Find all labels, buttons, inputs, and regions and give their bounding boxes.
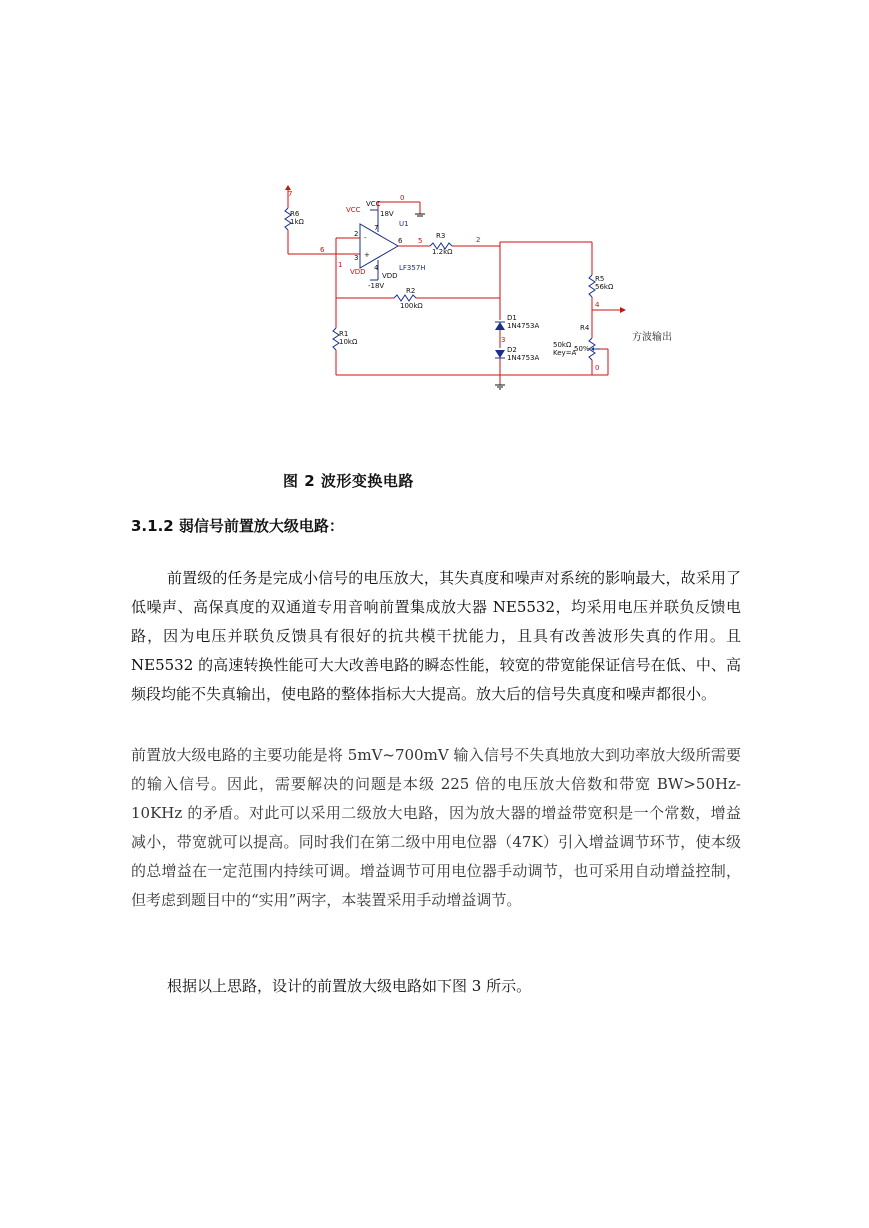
vdd-voltage: -18V: [368, 282, 385, 290]
r5-name: R5: [595, 275, 605, 283]
r2-name: R2: [406, 287, 416, 295]
node-5-label: 5: [418, 237, 423, 245]
resistor-r2: [394, 295, 416, 301]
d2-value: 1N4753A: [507, 354, 540, 362]
pin-minus: -: [364, 234, 367, 242]
node-1-label: 1: [338, 261, 343, 269]
r4-value: 50kΩ: [553, 341, 572, 349]
node-7-label: 7: [288, 190, 293, 198]
vdd-pin-label: VDD: [382, 272, 398, 280]
node-6-label: 6: [320, 246, 325, 254]
pin-plus: +: [364, 251, 370, 259]
section-title: 3.1.2 弱信号前置放大级电路：: [131, 517, 344, 535]
r4-key: Key=A: [553, 349, 577, 357]
opamp-u1: [360, 224, 398, 268]
r6-value: 1kΩ: [290, 218, 304, 226]
node-3-label: 3: [501, 336, 506, 344]
pin6-label: 6: [398, 237, 403, 245]
d1-value: 1N4753A: [507, 322, 540, 330]
zener-d2: [495, 350, 505, 358]
r6-name: R6: [290, 210, 300, 218]
potentiometer-r4: [589, 338, 600, 360]
paragraph-3: 根据以上思路，设计的前置放大级电路如下图 3 所示。: [167, 977, 532, 995]
waveform-conversion-circuit: [270, 180, 710, 400]
paragraph-2: 前置放大级电路的主要功能是将 5mV~700mV 输入信号不失真地放大到功率放大级所需要的输入信号。因此，需要解决的问题是本级 225 倍的电压放大倍数和带宽 BW>50Hz-10KHz 的矛盾。对此可以采用二级放大电路，因为放大器的增益带宽积是一个常数，增益减小，带宽就可以提高。同时我们在第二级中用电位器（47K）引入增益调节环节，使本级的总增益在一定范围内持续可调。增益调节可用电位器手动调节，也可采用自动增益控制，但考虑到题目中的“实用”两字，本装置采用手动增益调节。: [131, 746, 741, 909]
vcc-net-label: VCC: [346, 206, 361, 214]
u1-label: U1: [399, 220, 409, 228]
figure-caption: 图 2 波形变换电路: [283, 472, 414, 490]
node-2-label: 2: [476, 236, 481, 244]
pin7-label: 7: [374, 224, 379, 232]
r1-name: R1: [339, 330, 349, 338]
r2-value: 100kΩ: [400, 302, 423, 310]
r1-value: 10kΩ: [339, 338, 358, 346]
r4-name: R4: [580, 324, 590, 332]
d2-name: D2: [507, 346, 517, 354]
pin2-label: 2: [354, 230, 359, 238]
vcc-voltage: 18V: [380, 210, 394, 218]
node-4-label: 4: [595, 301, 600, 309]
r3-name: R3: [436, 232, 446, 240]
node-0-bottom: 0: [595, 364, 600, 372]
d1-name: D1: [507, 314, 517, 322]
zener-d1: [495, 322, 505, 330]
r3-value: 1.2kΩ: [432, 248, 453, 256]
r4-percent: 50%: [574, 345, 590, 353]
pin3-label: 3: [354, 254, 359, 262]
vdd-net-label: VDD: [350, 268, 366, 276]
node-0-top: 0: [400, 194, 405, 202]
pin4-label: 4: [374, 264, 379, 272]
paragraph-1: 前置级的任务是完成小信号的电压放大，其失真度和噪声对系统的影响最大，故采用了低噪声、高保真度的双通道专用音响前置集成放大器 NE5532，均采用电压并联负反馈电路，因为电压并联负反馈具有很好的抗共模干扰能力，且具有改善波形失真的作用。且 NE5532 的高速转换性能可大大改善电路的瞬态性能，较宽的带宽能保证信号在低、中、高频段均能不失真输出，使电路的整体指标大大提高。放大后的信号失真度和噪声都很小。: [131, 569, 741, 703]
opamp-model: LF357H: [399, 264, 426, 272]
output-label: 方波输出: [632, 332, 672, 343]
r5-value: 56kΩ: [595, 283, 614, 291]
vcc-pin-label: VCC: [366, 200, 381, 208]
